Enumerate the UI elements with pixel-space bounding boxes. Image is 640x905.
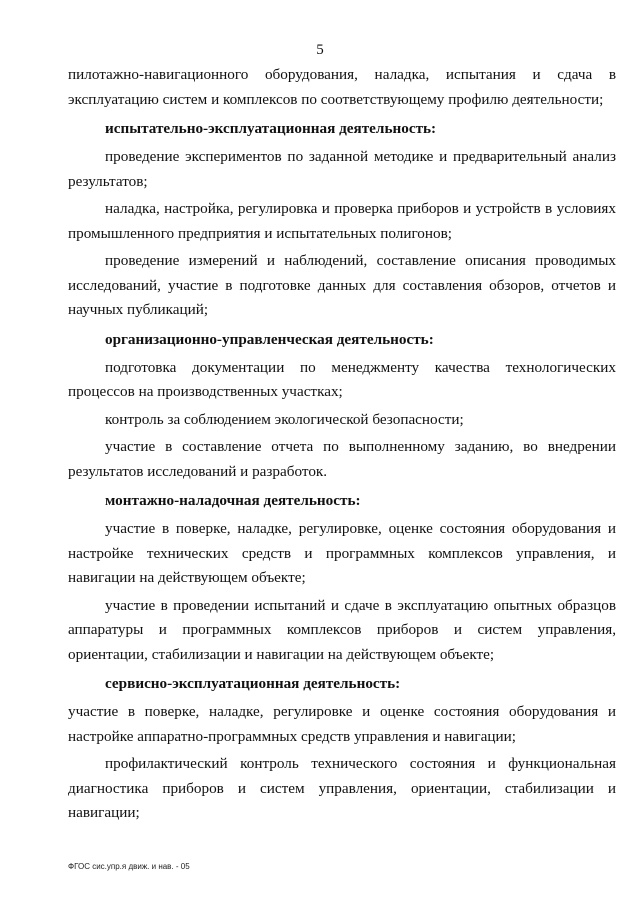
section-heading-service: сервисно-эксплуатационная деятельность: <box>105 675 401 692</box>
paragraph: контроль за соблюдением экологической безопасности; <box>105 410 464 428</box>
paragraph: проведение измерений и наблюдений, составление описания проводимых исследований, участие в подготовке данных для составления обзоров, отчетов и научных публикаций; <box>68 252 616 318</box>
document-footer: ФГОС сис.упр.я движ. и нав. - 05 <box>68 862 190 871</box>
paragraph: участие в поверке, наладке, регулировке, оценке состояния оборудования и настройке технических средств и программных комплексов управления, и навигации на действующем объекте; <box>68 520 616 586</box>
paragraph: подготовка документации по менеджменту качества технологических процессов на производственных участках; <box>68 358 616 400</box>
paragraph: профилактический контроль технического состояния и функциональная диагностика приборов и систем управления, ориентации, стабилизации и навигации; <box>68 755 616 821</box>
section-heading-testing: испытательно-эксплуатационная деятельность: <box>105 120 437 137</box>
document-body <box>68 63 616 826</box>
page-number: 5 <box>316 42 324 58</box>
paragraph: участие в поверке, наладке, регулировке и оценке состояния оборудования и настройке аппаратно-программных средств управления и навигации; <box>68 703 616 745</box>
paragraph: участие в проведении испытаний и сдаче в эксплуатацию опытных образцов аппаратуры и программных комплексов приборов и систем управления, ориентации, стабилизации и навигации на действующем объекте; <box>68 596 616 663</box>
paragraph-continuation: пилотажно-навигационного оборудования, наладка, испытания и сдача в эксплуатацию систем и комплексов по соответствующему профилю деятельности; <box>68 66 616 108</box>
section-heading-installation: монтажно-наладочная деятельность: <box>105 492 361 509</box>
section-heading-management: организационно-управленческая деятельность: <box>105 330 434 348</box>
paragraph: участие в составление отчета по выполненному заданию, во внедрении результатов исследований и разработок. <box>68 438 616 480</box>
paragraph: наладка, настройка, регулировка и проверка приборов и устройств в условиях промышленного предприятия и испытательных полигонов; <box>68 200 616 242</box>
paragraph: проведение экспериментов по заданной методике и предварительный анализ результатов; <box>68 148 616 190</box>
